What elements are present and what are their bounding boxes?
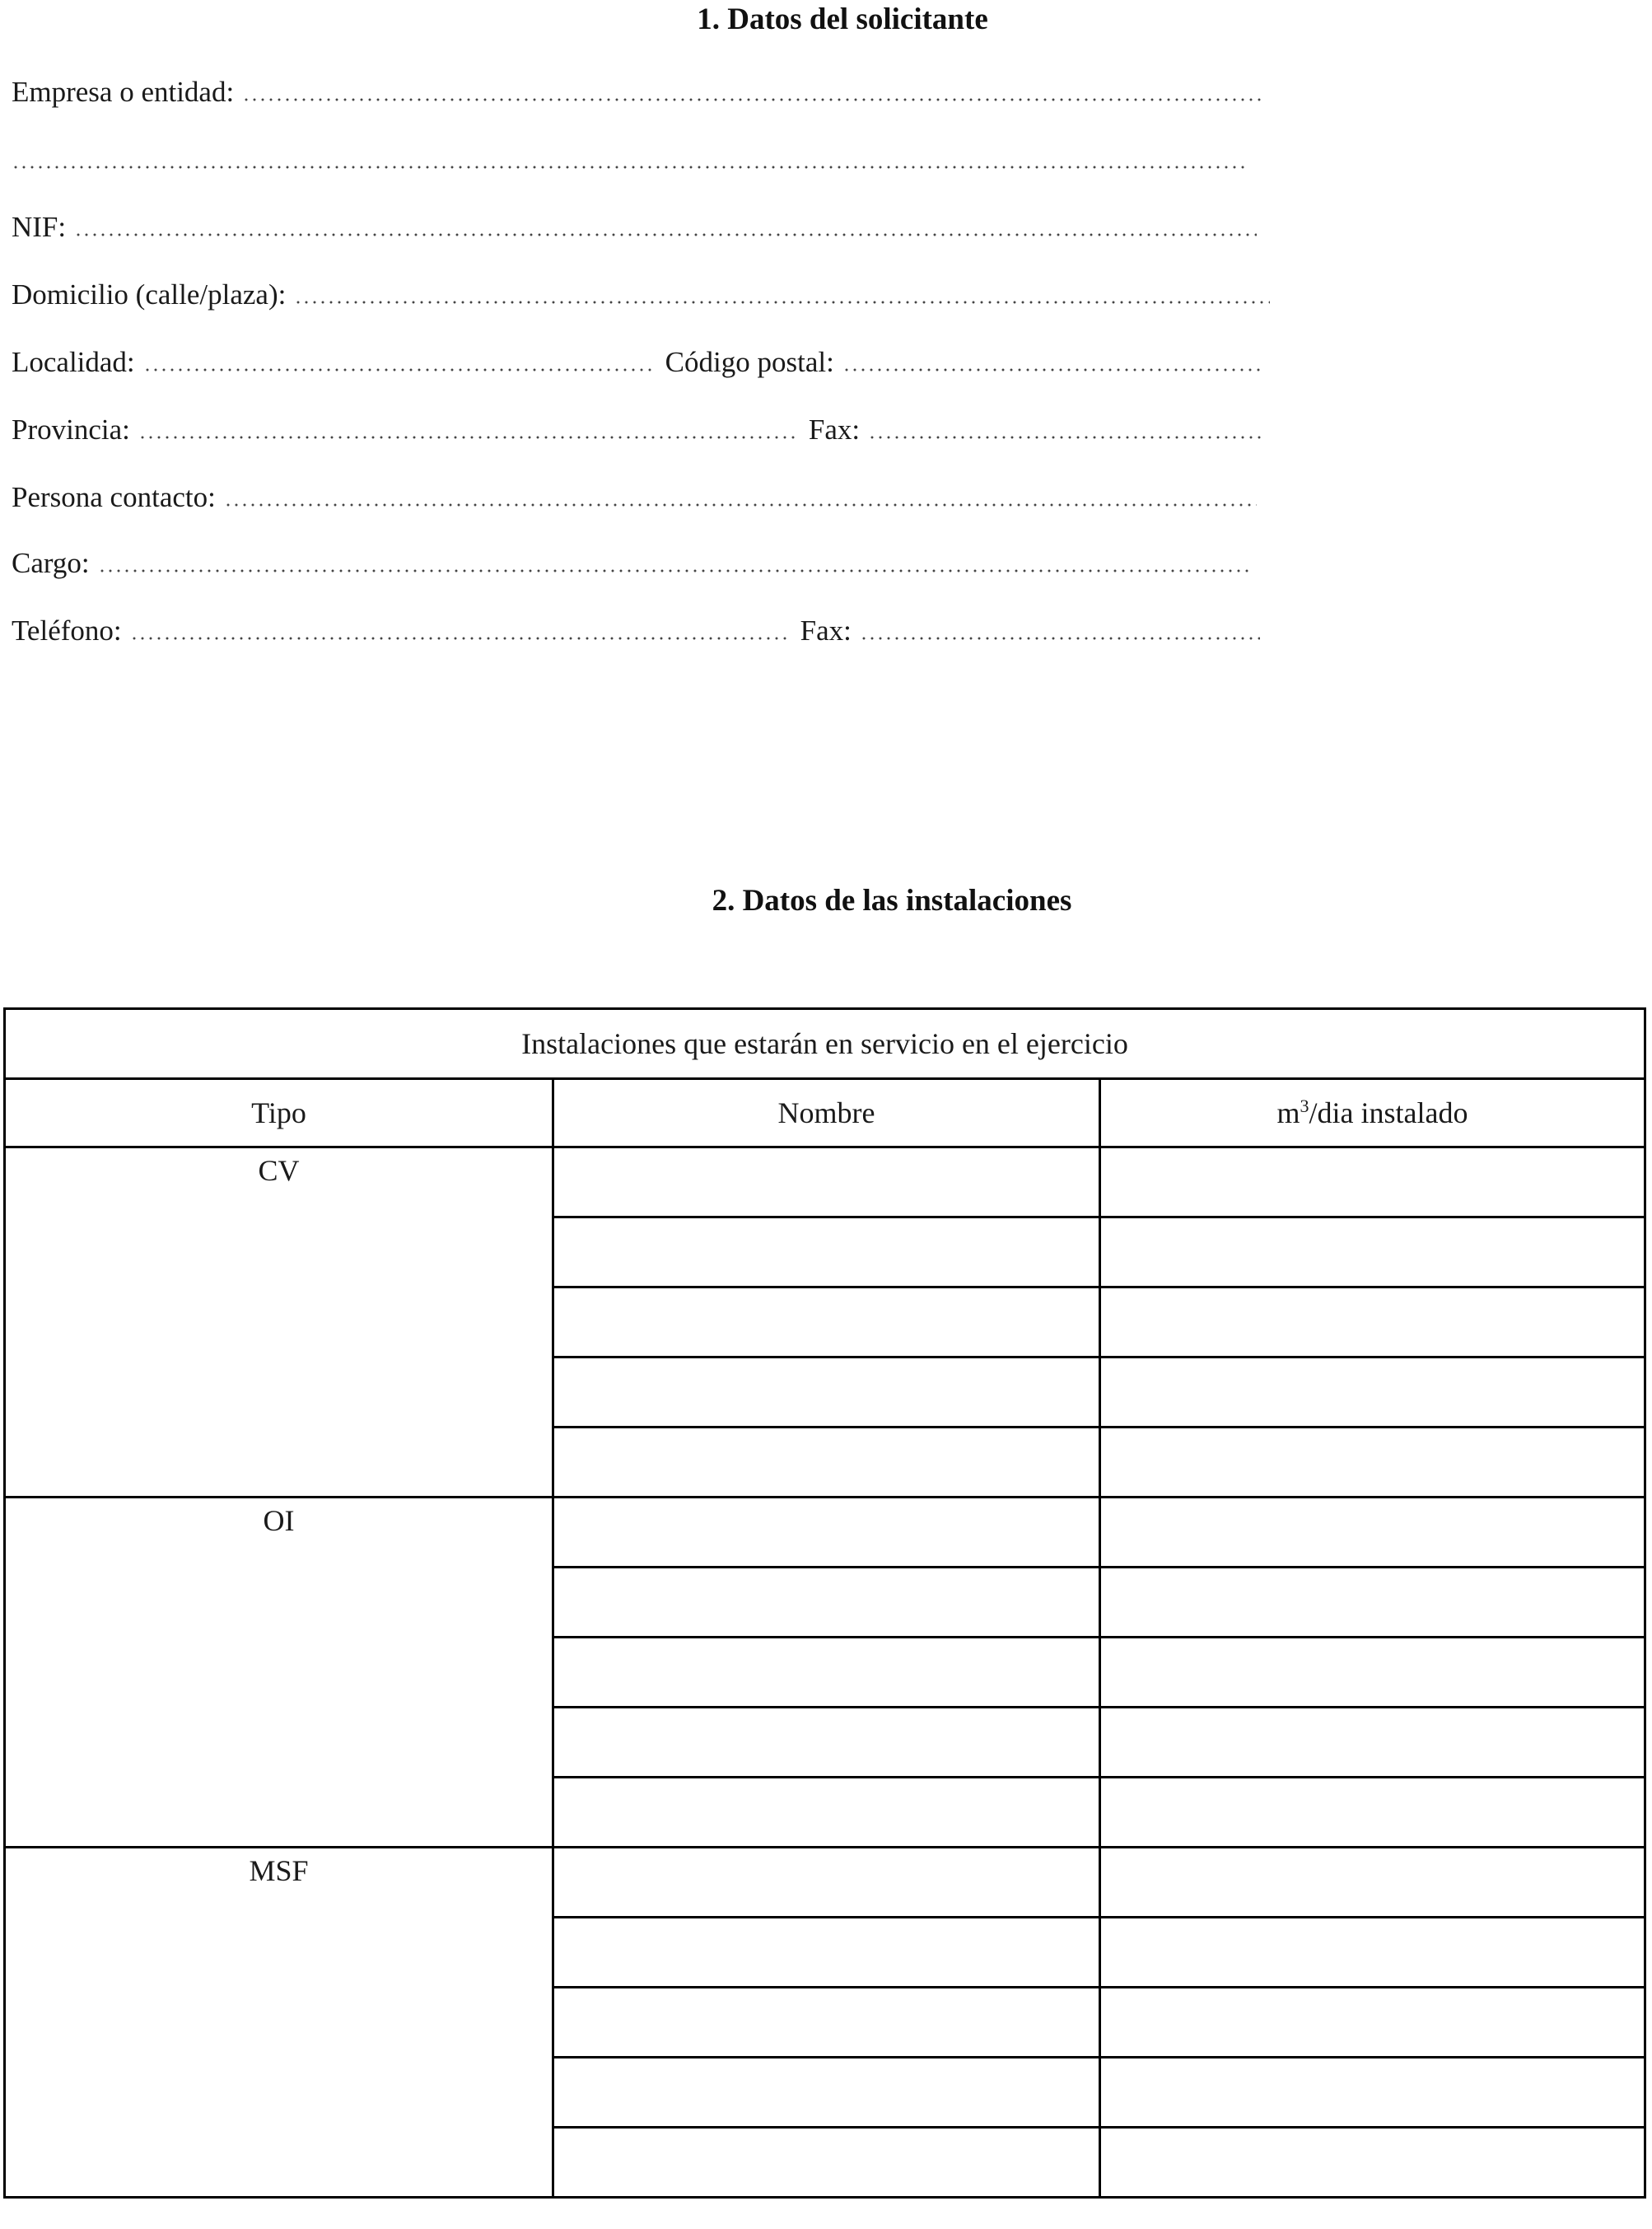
- field-empresa-line[interactable]: [242, 98, 1263, 101]
- nombre-cell[interactable]: [553, 2128, 1100, 2198]
- field-empresa: [12, 69, 1263, 109]
- m3-cell[interactable]: [1100, 1357, 1645, 1428]
- col-header-m3-suffix: /dia instalado: [1309, 1096, 1468, 1129]
- nombre-cell[interactable]: [553, 1217, 1100, 1287]
- m3-cell[interactable]: [1100, 1217, 1645, 1287]
- section-2-title: 2. Datos de las instalaciones: [712, 884, 1072, 918]
- m3-cell[interactable]: [1100, 1638, 1645, 1708]
- m3-cell[interactable]: [1100, 1428, 1645, 1498]
- m3-cell[interactable]: [1100, 1918, 1645, 1988]
- nombre-cell[interactable]: [553, 1287, 1100, 1357]
- field-telefono-line[interactable]: [130, 637, 789, 640]
- field-localidad-label: Localidad:: [12, 346, 135, 378]
- field-cargo-line[interactable]: [98, 569, 1250, 572]
- nombre-cell[interactable]: [553, 1147, 1100, 1217]
- field-fax-1-line[interactable]: [868, 436, 1265, 439]
- field-cargo-label: Cargo:: [12, 547, 90, 579]
- section-1-title: 1. Datos del solicitante: [697, 2, 988, 36]
- type-cell-msf: MSF: [5, 1848, 553, 2198]
- col-header-nombre: Nombre: [553, 1079, 1100, 1147]
- field-domicilio-line[interactable]: [294, 301, 1270, 304]
- field-persona-contacto-line[interactable]: [224, 503, 1257, 507]
- field-nif: [12, 204, 1257, 244]
- nombre-cell[interactable]: [553, 1988, 1100, 2058]
- field-persona-contacto-label: Persona contacto:: [12, 481, 216, 513]
- field-localidad: [12, 339, 1265, 379]
- field-nif-label: NIF:: [12, 211, 67, 243]
- field-fax-2-line[interactable]: [860, 637, 1260, 640]
- installations-table: [3, 1007, 1646, 2199]
- nombre-cell[interactable]: [553, 2058, 1100, 2128]
- field-telefono-label: Teléfono:: [12, 614, 122, 647]
- type-cell-cv: CV: [5, 1147, 553, 1498]
- m3-cell[interactable]: [1100, 1568, 1645, 1638]
- m3-cell[interactable]: [1100, 1778, 1645, 1848]
- col-header-tipo: Tipo: [5, 1079, 553, 1147]
- table-caption-row: [5, 1009, 1645, 1079]
- field-fax-1-label: Fax:: [808, 414, 861, 446]
- m3-cell[interactable]: [1100, 2058, 1645, 2128]
- field-codigo-postal-line[interactable]: [842, 368, 1265, 372]
- field-persona-contacto: [12, 474, 1257, 514]
- m3-cell[interactable]: [1100, 1287, 1645, 1357]
- table-caption: Instalaciones que estarán en servicio en el ejercicio: [5, 1009, 1645, 1079]
- nombre-cell[interactable]: [553, 1357, 1100, 1428]
- m3-cell[interactable]: [1100, 1498, 1645, 1568]
- field-cargo: [12, 540, 1250, 580]
- field-nif-line[interactable]: [74, 233, 1257, 236]
- m3-cell[interactable]: [1100, 2128, 1645, 2198]
- field-provincia-label: Provincia:: [12, 414, 130, 446]
- m3-cell[interactable]: [1100, 1988, 1645, 2058]
- field-fax-2-label: Fax:: [800, 614, 852, 647]
- nombre-cell[interactable]: [553, 1428, 1100, 1498]
- nombre-cell[interactable]: [553, 1568, 1100, 1638]
- table-row: [5, 1498, 1645, 1568]
- nombre-cell[interactable]: [553, 1498, 1100, 1568]
- type-cell-oi: OI: [5, 1498, 553, 1848]
- col-header-m3-dia: [1100, 1079, 1645, 1147]
- col-header-m3-exponent: 3: [1300, 1096, 1309, 1116]
- table-header-row: [5, 1079, 1645, 1147]
- field-provincia: [12, 407, 1265, 446]
- field-codigo-postal-label: Código postal:: [665, 346, 834, 378]
- nombre-cell[interactable]: [553, 1638, 1100, 1708]
- col-header-m3-unit: m: [1276, 1096, 1300, 1129]
- field-telefono: [12, 608, 1260, 647]
- field-empresa-label: Empresa o entidad:: [12, 76, 235, 108]
- m3-cell[interactable]: [1100, 1708, 1645, 1778]
- table-row: [5, 1147, 1645, 1217]
- field-empresa-line-2[interactable]: [12, 166, 1248, 169]
- field-empresa-continuation: [12, 137, 1248, 176]
- m3-cell[interactable]: [1100, 1848, 1645, 1918]
- field-localidad-line[interactable]: [143, 368, 654, 372]
- table-row: [5, 1848, 1645, 1918]
- field-domicilio: [12, 272, 1270, 311]
- nombre-cell[interactable]: [553, 1778, 1100, 1848]
- nombre-cell[interactable]: [553, 1708, 1100, 1778]
- m3-cell[interactable]: [1100, 1147, 1645, 1217]
- nombre-cell[interactable]: [553, 1848, 1100, 1918]
- field-provincia-line[interactable]: [138, 436, 797, 439]
- field-domicilio-label: Domicilio (calle/plaza):: [12, 278, 287, 311]
- nombre-cell[interactable]: [553, 1918, 1100, 1988]
